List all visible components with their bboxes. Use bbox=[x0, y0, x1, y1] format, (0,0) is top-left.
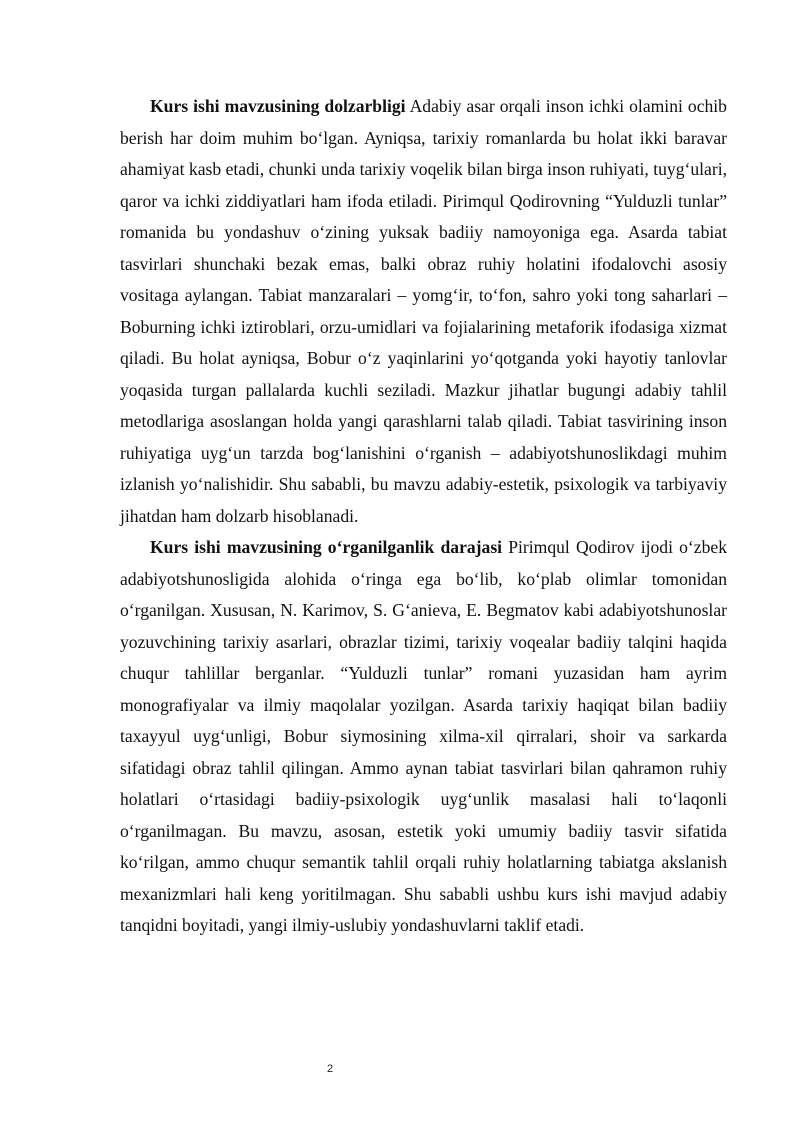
page-body bbox=[120, 91, 727, 942]
paragraph-text-relevance: Adabiy asar orqali inson ichki olamini ochib berish har doim muhim bo‘lgan. Ayniqsa, tarixiy romanlarda bu holat ikki baravar ahamiyat kasb etadi, chunki unda tarixiy voqelik bilan birga inson ruhiyati, tuyg‘ulari, qaror va ichki ziddiyatlari ham ifoda etiladi. Pirimqul Qodirovning “Yulduzli tunlar” romanida bu yondashuv o‘zining yuksak badiiy namoyoniga ega. Asarda tabiat tasvirlari shunchaki bezak emas, balki obraz ruhiy holatini ifodalovchi asosiy vositaga aylangan. Tabiat manzaralari – yomg‘ir, to‘fon, sahro yoki tong saharlari – Boburning ichki iztiroblari, orzu-umidlari va fojialarining metaforik ifodasiga xizmat qiladi. Bu holat ayniqsa, Bobur o‘z yaqinlarini yo‘qotganda yoki hayotiy tanlovlar yoqasida turgan pallalarda kuchli seziladi. Mazkur jihatlar bugungi adabiy tahlil metodlariga asoslangan holda yangi qarashlarni talab qiladi. Tabiat tasvirining inson ruhiyatiga uyg‘un tarzda bog‘lanishini o‘rganish – adabiyotshunoslikdagi muhim izlanish yo‘nalishidir. Shu sababli, bu mavzu adabiy-estetik, psixologik va tarbiyaviy jihatdan ham dolzarb hisoblanadi. bbox=[120, 96, 727, 526]
paragraph-heading-relevance: Kurs ishi mavzusining dolzarbligi bbox=[150, 96, 406, 116]
paragraph-study-level bbox=[120, 532, 727, 942]
page-number: 2 bbox=[326, 1063, 334, 1075]
paragraph-relevance bbox=[120, 91, 727, 532]
paragraph-text-study-level: Pirimqul Qodirov ijodi o‘zbek adabiyotshunosligida alohida o‘ringa ega bo‘lib, ko‘plab olimlar tomonidan o‘rganilgan. Xususan, N. Karimov, S. G‘anieva, E. Begmatov kabi adabiyotshunoslar yozuvchining tarixiy asarlari, obrazlar tizimi, tarixiy voqealar badiiy talqini haqida chuqur tahlillar berganlar. “Yulduzli tunlar” romani yuzasidan ham ayrim monografiyalar va ilmiy maqolalar yozilgan. Asarda tarixiy haqiqat bilan badiiy taxayyul uyg‘unligi, Bobur siymosining xilma-xil qirralari, shoir va sarkarda sifatidagi obraz tahlil qilingan. Ammo aynan tabiat tasvirlari bilan qahramon ruhiy holatlari o‘rtasidagi badiiy-psixologik uyg‘unlik masalasi hali to‘laqonli o‘rganilmagan. Bu mavzu, asosan, estetik yoki umumiy badiiy tasvir sifatida ko‘rilgan, ammo chuqur semantik tahlil orqali ruhiy holatlarning tabiatga akslanish mexanizmlari hali keng yoritilmagan. Shu sababli ushbu kurs ishi mavjud adabiy tanqidni boyitadi, yangi ilmiy-uslubiy yondashuvlarni taklif etadi. bbox=[120, 537, 727, 935]
paragraph-heading-study-level: Kurs ishi mavzusining o‘rganilganlik darajasi bbox=[150, 537, 503, 557]
